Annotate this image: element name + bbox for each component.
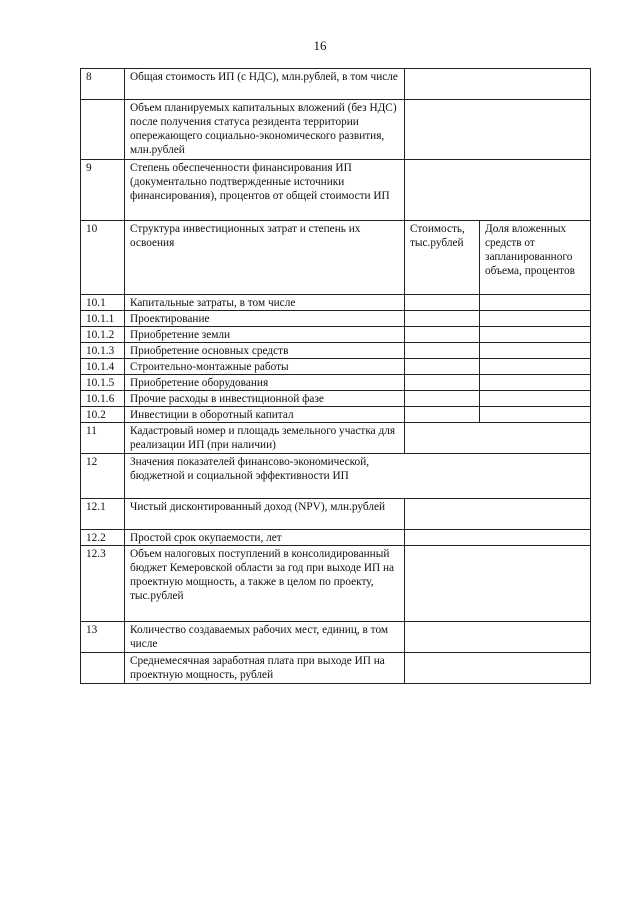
row-description (125, 454, 591, 499)
row-number: 12.3 (81, 546, 125, 622)
row-description: Структура инвестиционных затрат и степень их освоения (125, 221, 405, 295)
value-cell (405, 622, 591, 653)
cost-cell (405, 343, 480, 359)
table-row (81, 100, 591, 160)
table-row (81, 295, 591, 311)
share-cell (480, 327, 591, 343)
row-description: Степень обеспеченности финансирования ИП (документально подтвержденные источники финансирования), процентов от общей стоимости ИП (125, 160, 405, 221)
row-description: Объем налоговых поступлений в консолидированный бюджет Кемеровской области за год при выходе ИП на проектную мощность, а также в целом по проекту, тыс.рублей (125, 546, 405, 622)
cost-cell (405, 359, 480, 375)
row-number: 10.1.2 (81, 327, 125, 343)
row-number: 10.1.1 (81, 311, 125, 327)
value-cell (405, 546, 591, 622)
row-description: Приобретение оборудования (125, 375, 405, 391)
cost-cell (405, 375, 480, 391)
value-cell (405, 100, 591, 160)
table-row (81, 311, 591, 327)
row-number: 10.1.6 (81, 391, 125, 407)
share-cell (480, 295, 591, 311)
row-number: 10.2 (81, 407, 125, 423)
row-description: Приобретение земли (125, 327, 405, 343)
table-row (81, 343, 591, 359)
row-number: 11 (81, 423, 125, 454)
table-row (81, 221, 591, 295)
row-number: 8 (81, 69, 125, 100)
table-row (81, 653, 591, 684)
row-number: 10.1.4 (81, 359, 125, 375)
cost-cell (405, 311, 480, 327)
cost-cell (405, 327, 480, 343)
row-number: 9 (81, 160, 125, 221)
row-description: Прочие расходы в инвестиционной фазе (125, 391, 405, 407)
table-row (81, 359, 591, 375)
row-number: 10.1.5 (81, 375, 125, 391)
table-row (81, 69, 591, 100)
cost-cell (405, 407, 480, 423)
row-number: 10 (81, 221, 125, 295)
share-column-header: Доля вложенных средств от запланированного объема, процентов (480, 221, 591, 295)
share-cell (480, 407, 591, 423)
row-number: 10.1 (81, 295, 125, 311)
cost-column-header: Стоимость, тыс.рублей (405, 221, 480, 295)
table-row (81, 160, 591, 221)
table-row (81, 454, 591, 499)
row-description: Объем планируемых капитальных вложений (без НДС) после получения статуса резидента территории опережающего социально-экономического развития, млн.рублей (125, 100, 405, 160)
cost-cell (405, 295, 480, 311)
row-description: Простой срок окупаемости, лет (125, 530, 405, 546)
value-cell (405, 69, 591, 100)
table-row (81, 391, 591, 407)
share-cell (480, 311, 591, 327)
row-description: Чистый дисконтированный доход (NPV), млн.рублей (125, 499, 405, 530)
value-cell (405, 653, 591, 684)
share-cell (480, 375, 591, 391)
value-cell (405, 499, 591, 530)
row-number: 12.1 (81, 499, 125, 530)
row-number (81, 653, 125, 684)
row-number: 12 (81, 454, 125, 499)
row-description: Проектирование (125, 311, 405, 327)
row-description: Приобретение основных средств (125, 343, 405, 359)
row-description: Инвестиции в оборотный капитал (125, 407, 405, 423)
value-cell (405, 423, 591, 454)
row-description: Капитальные затраты, в том числе (125, 295, 405, 311)
table-row (81, 423, 591, 454)
share-cell (480, 343, 591, 359)
row-description: Строительно-монтажные работы (125, 359, 405, 375)
table-row (81, 622, 591, 653)
row-number: 12.2 (81, 530, 125, 546)
row-description: Количество создаваемых рабочих мест, единиц, в том числе (125, 622, 405, 653)
table-row (81, 407, 591, 423)
row-description: Среднемесячная заработная плата при выходе ИП на проектную мощность, рублей (125, 653, 405, 684)
investment-project-table (80, 68, 591, 684)
table-row (81, 499, 591, 530)
share-cell (480, 391, 591, 407)
table-row (81, 375, 591, 391)
value-cell (405, 530, 591, 546)
share-cell (480, 359, 591, 375)
row-description: Кадастровый номер и площадь земельного участка для реализации ИП (при наличии) (125, 423, 405, 454)
cost-cell (405, 391, 480, 407)
table-row (81, 327, 591, 343)
table-row (81, 546, 591, 622)
page-number: 16 (313, 38, 327, 53)
row-description: Общая стоимость ИП (с НДС), млн.рублей, в том числе (125, 69, 405, 100)
row-description-text: Значения показателей финансово-экономической, бюджетной и социальной эффективности ИП (130, 456, 370, 482)
row-number (81, 100, 125, 160)
row-number: 10.1.3 (81, 343, 125, 359)
row-number: 13 (81, 622, 125, 653)
value-cell (405, 160, 591, 221)
table-row (81, 530, 591, 546)
